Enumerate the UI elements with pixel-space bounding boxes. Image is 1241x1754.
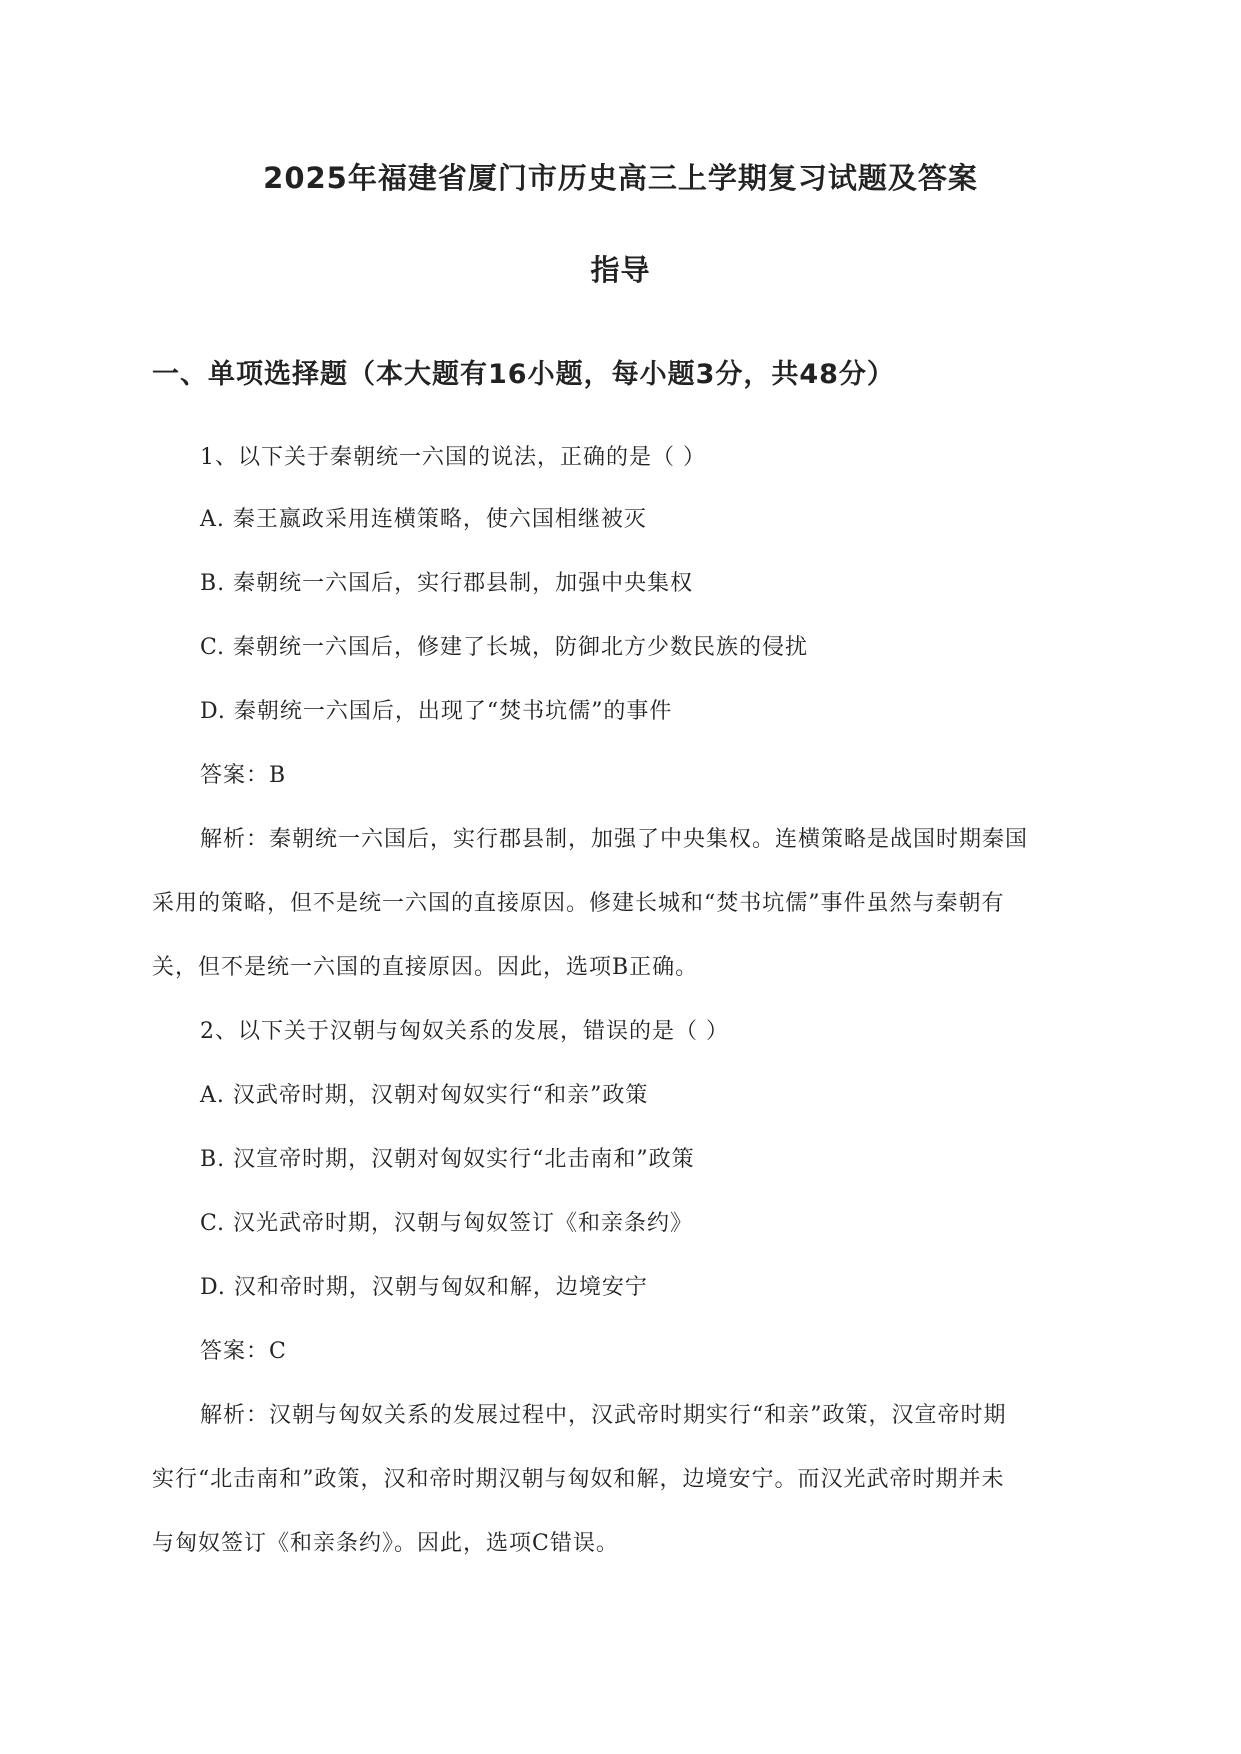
question-1-analysis-line2: 采用的策略，但不是统一六国的直接原因。修建长城和“焚书坑儒”事件虽然与秦朝有 — [152, 891, 1005, 916]
question-2-option-a: A. 汉武帝时期，汉朝对匈奴实行“和亲”政策 — [200, 1083, 649, 1108]
question-1-option-b: B. 秦朝统一六国后，实行郡县制，加强中央集权 — [200, 571, 694, 596]
question-1-option-d: D. 秦朝统一六国后，出现了“焚书坑儒”的事件 — [200, 699, 673, 724]
question-2-stem: 2、以下关于汉朝与匈奴关系的发展，错误的是（ ） — [200, 1019, 729, 1044]
question-2-option-d: D. 汉和帝时期，汉朝与匈奴和解，边境安宁 — [200, 1275, 648, 1300]
question-2-answer: 答案：C — [200, 1339, 287, 1364]
question-2-analysis-line2: 实行“北击南和”政策，汉和帝时期汉朝与匈奴和解，边境安宁。而汉光武帝时期并未 — [152, 1467, 1005, 1492]
question-2-option-c: C. 汉光武帝时期，汉朝与匈奴签订《和亲条约》 — [200, 1211, 694, 1236]
question-2-analysis-line1: 解析：汉朝与匈奴关系的发展过程中，汉武帝时期实行“和亲”政策，汉宣帝时期 — [200, 1403, 1007, 1428]
question-1-stem: 1、以下关于秦朝统一六国的说法，正确的是（ ） — [200, 445, 706, 470]
question-2-option-b: B. 汉宣帝时期，汉朝对匈奴实行“北击南和”政策 — [200, 1147, 695, 1172]
question-1-answer: 答案：B — [200, 763, 287, 788]
section-heading: 一、单项选择题（本大题有16小题，每小题3分，共48分） — [152, 359, 895, 390]
question-1-analysis-line1: 解析：秦朝统一六国后，实行郡县制，加强了中央集权。连横策略是战国时期秦国 — [200, 827, 1029, 852]
question-1-option-c: C. 秦朝统一六国后，修建了长城，防御北方少数民族的侵扰 — [200, 635, 809, 660]
document-title-line2: 指导 — [590, 253, 651, 287]
question-2-analysis-line3: 与匈奴签订《和亲条约》。因此，选项C错误。 — [152, 1531, 619, 1556]
question-1-analysis-line3: 关，但不是统一六国的直接原因。因此，选项B正确。 — [152, 955, 699, 980]
document-title-line1: 2025年福建省厦门市历史高三上学期复习试题及答案 — [263, 161, 978, 195]
question-1-option-a: A. 秦王嬴政采用连横策略，使六国相继被灭 — [200, 507, 647, 532]
